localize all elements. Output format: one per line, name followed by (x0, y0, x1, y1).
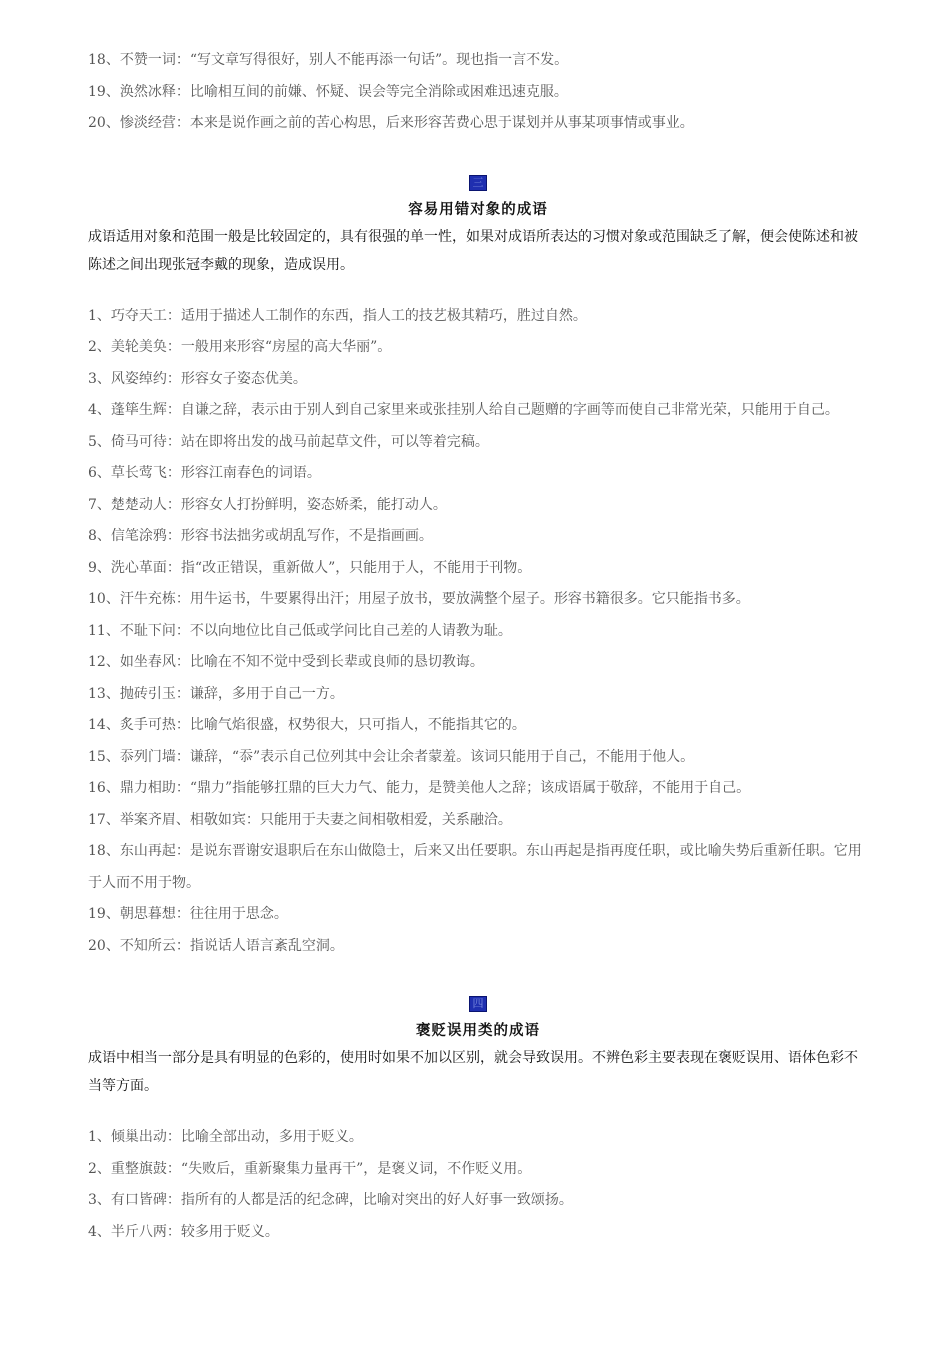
section-number-marker: 三 (469, 175, 487, 191)
section-item-list (88, 1122, 868, 1248)
list-item: 11、不耻下问：不以向地位比自己低或学问比自己差的人请教为耻。 (88, 622, 512, 639)
top-item-list (88, 0, 868, 140)
section-wrong-object (88, 140, 868, 963)
list-item: 1、巧夺天工：适用于描述人工制作的东西，指人工的技艺极其精巧，胜过自然。 (88, 307, 587, 324)
section-intro: 成语中相当一部分是具有明显的色彩的，使用时如果不加以区别，就会导致误用。不辨色彩主要表现在褒贬误用、语体色彩不当等方面。 (88, 1050, 858, 1094)
list-item: 4、蓬筚生辉：自谦之辞，表示由于别人到自己家里来或张挂别人给自己题赠的字画等而使自己非常光荣，只能用于自己。 (88, 402, 839, 418)
list-item: 10、汗牛充栋：用牛运书，牛要累得出汗；用屋子放书，要放满整个屋子。形容书籍很多。它只能指书多。 (88, 591, 750, 607)
section-commendatory-derogatory (88, 962, 868, 1248)
section-number-marker: 四 (469, 996, 487, 1012)
list-item: 3、有口皆碑：指所有的人都是活的纪念碑，比喻对突出的好人好事一致颂扬。 (88, 1192, 573, 1208)
list-item: 3、风姿绰约：形容女子姿态优美。 (88, 370, 307, 387)
list-item: 2、重整旗鼓：“失败后，重新聚集力量再干”，是褒义词，不作贬义用。 (88, 1160, 532, 1177)
list-item: 16、鼎力相助：“鼎力”指能够扛鼎的巨大力气、能力，是赞美他人之辞；该成语属于敬辞，不能用于自己。 (88, 780, 751, 796)
list-item: 2、美轮美奂：一般用来形容“房屋的高大华丽”。 (88, 339, 392, 355)
list-item: 4、半斤八两：较多用于贬义。 (88, 1223, 279, 1240)
list-item: 7、楚楚动人：形容女人打扮鲜明，姿态娇柔，能打动人。 (88, 496, 447, 513)
list-item: 8、信笔涂鸦：形容书法拙劣或胡乱写作，不是指画画。 (88, 528, 433, 544)
list-item: 5、倚马可待：站在即将出发的战马前起草文件，可以等着完稿。 (88, 433, 489, 450)
document-page (88, 0, 868, 1248)
section-intro: 成语适用对象和范围一般是比较固定的，具有很强的单一性，如果对成语所表达的习惯对象或范围缺乏了解，便会使陈述和被陈述之间出现张冠李戴的现象，造成误用。 (88, 228, 858, 273)
list-item: 15、忝列门墙：谦辞，“忝”表示自己位列其中会让余者蒙羞。该词只能用于自己，不能用于他人。 (88, 748, 695, 765)
section-title: 容易用错对象的成语 (408, 200, 548, 218)
list-item: 17、举案齐眉、相敬如宾：只能用于夫妻之间相敬相爱，关系融洽。 (88, 811, 512, 828)
list-item: 9、洗心革面：指“改正错误，重新做人”，只能用于人，不能用于刊物。 (88, 559, 532, 576)
list-item: 1、倾巢出动：比喻全部出动，多用于贬义。 (88, 1129, 363, 1145)
list-item: 18、东山再起：是说东晋谢安退职后在东山做隐士，后来又出任要职。东山再起是指再度任职，或比喻失势后重新任职。它用于人而不用于物。 (88, 843, 862, 891)
section-title: 褒贬误用类的成语 (416, 1022, 540, 1039)
list-item: 14、炙手可热：比喻气焰很盛，权势很大，只可指人，不能指其它的。 (88, 717, 526, 733)
list-item: 13、抛砖引玉：谦辞，多用于自己一方。 (88, 685, 344, 702)
list-item: 19、涣然冰释：比喻相互间的前嫌、怀疑、误会等完全消除或困难迅速克服。 (88, 83, 568, 100)
section-item-list (88, 301, 868, 963)
list-item: 12、如坐春风：比喻在不知不觉中受到长辈或良师的恳切教诲。 (88, 654, 484, 670)
list-item: 20、惨淡经营：本来是说作画之前的苦心构思，后来形容苦费心思于谋划并从事某项事情或事业。 (88, 115, 694, 131)
list-item: 18、不赞一词：“写文章写得很好，别人不能再添一句话”。现也指一言不发。 (88, 52, 569, 68)
list-item: 20、不知所云：指说话人语言紊乱空洞。 (88, 937, 344, 954)
list-item: 19、朝思暮想：往往用于思念。 (88, 906, 288, 922)
list-item: 6、草长莺飞：形容江南春色的词语。 (88, 465, 321, 481)
